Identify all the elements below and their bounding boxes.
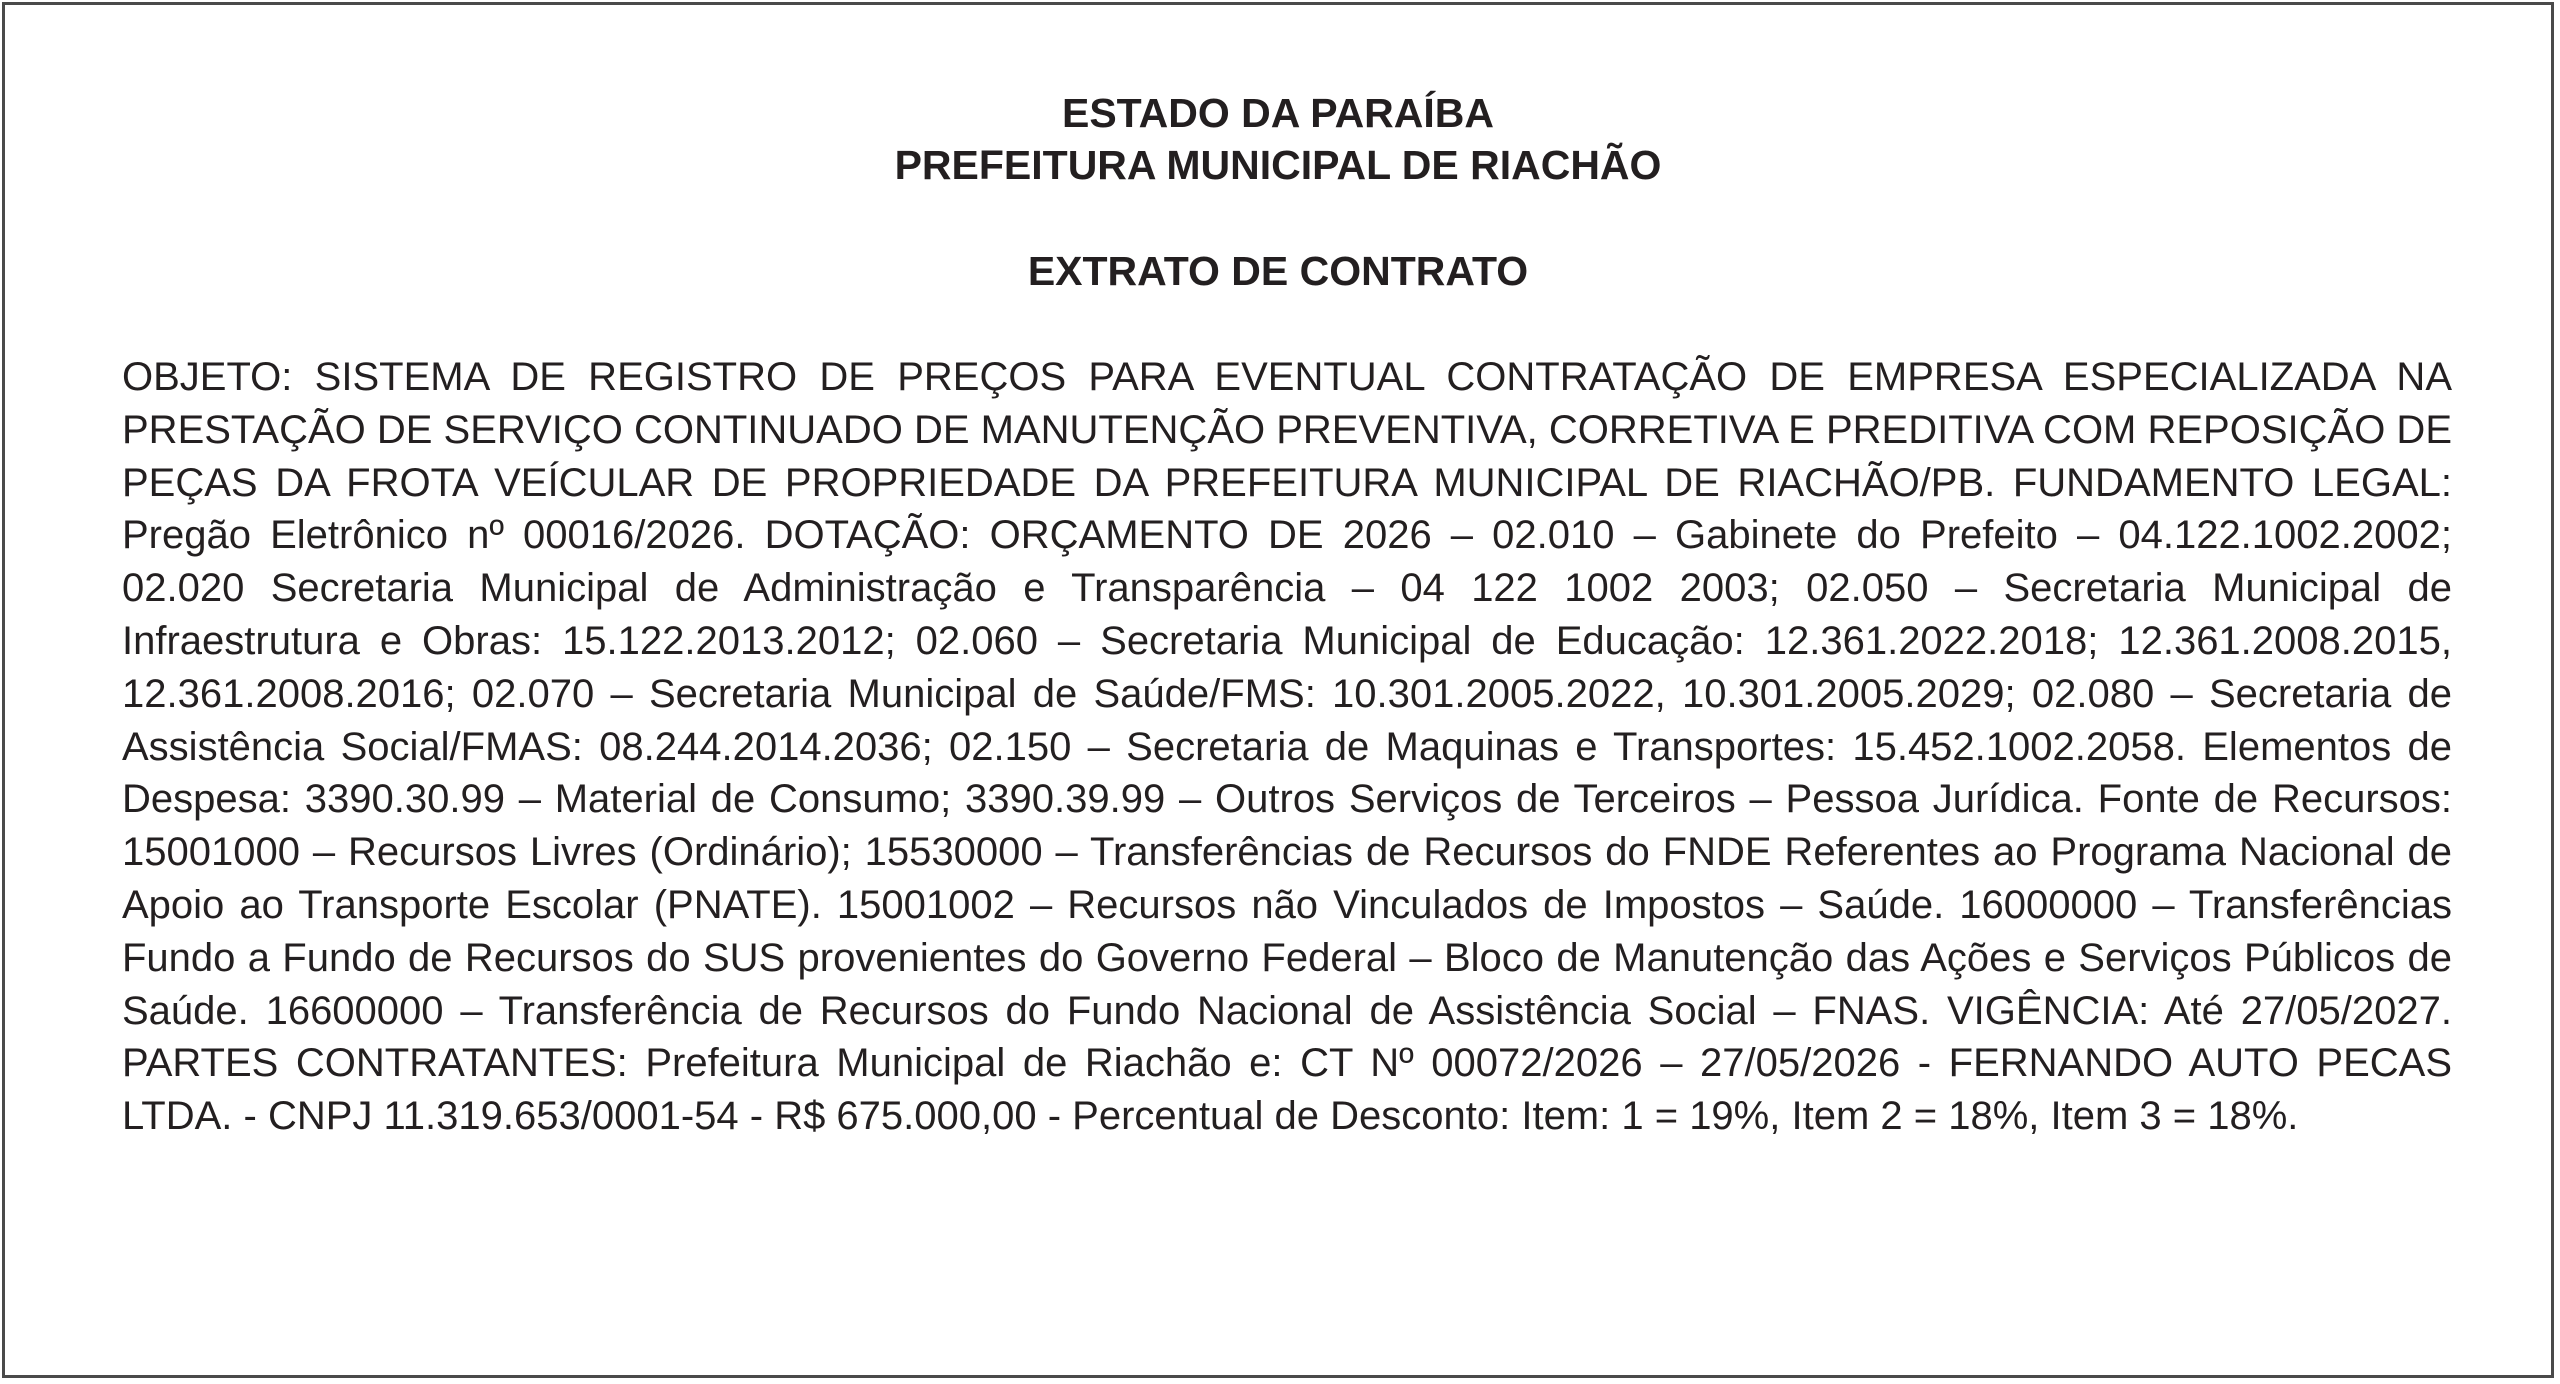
- document-frame: [2, 2, 2554, 1378]
- document-header: [5, 87, 2551, 191]
- municipality-heading: PREFEITURA MUNICIPAL DE RIACHÃO: [894, 142, 1662, 188]
- state-heading: ESTADO DA PARAÍBA: [1061, 90, 1495, 136]
- document-title: EXTRATO DE CONTRATO: [1027, 248, 1529, 294]
- contract-body-text: OBJETO: SISTEMA DE REGISTRO DE PREÇOS PARA EVENTUAL CONTRATAÇÃO DE EMPRESA ESPECIALIZADA NA PRESTAÇÃO DE SERVIÇO CONTINUADO DE MANUTENÇÃO PREVENTIVA, CORRETIVA E PREDITIVA COM REPOSIÇÃO DE PEÇAS DA FROTA VEÍCULAR DE PROPRIEDADE DA PREFEITURA MUNICIPAL DE RIACHÃO/PB. FUNDAMENTO LEGAL: Pregão Eletrônico nº 00016/2026. DOTAÇÃO: ORÇAMENTO DE 2026 – 02.010 – Gabinete do Prefeito – 04.122.1002.2002; 02.020 Secretaria Municipal de Administração e Transparência – 04 122 1002 2003; 02.050 – Secretaria Municipal de Infraestrutura e Obras: 15.122.2013.2012; 02.060 – Secretaria Municipal de Educação: 12.361.2022.2018; 12.361.2008.2015, 12.361.2008.2016; 02.070 – Secretaria Municipal de Saúde/FMS: 10.301.2005.2022, 10.301.2005.2029; 02.080 – Secretaria de Assistência Social/FMAS: 08.244.2014.2036; 02.150 – Secretaria de Maquinas e Transportes: 15.452.1002.2058. Elementos de Despesa: 3390.30.99 – Material de Consumo; 3390.39.99 – Outros Serviços de Terceiros – Pessoa Jurídica. Fonte de Recursos: 15001000 – Recursos Livres (Ordinário); 15530000 – Transferências de Recursos do FNDE Referentes ao Programa Nacional de Apoio ao Transporte Escolar (PNATE). 15001002 – Recursos não Vinculados de Impostos – Saúde. 16000000 – Transferências Fundo a Fundo de Recursos do SUS provenientes do Governo Federal – Bloco de Manutenção das Ações e Serviços Públicos de Saúde. 16600000 – Transferência de Recursos do Fundo Nacional de Assistência Social – FNAS. VIGÊNCIA: Até 27/05/2027. PARTES CONTRATANTES: Prefeitura Municipal de Riachão e: CT Nº 00072/2026 – 27/05/2026 - FERNANDO AUTO PECAS LTDA. - CNPJ 11.319.653/0001-54 - R$ 675.000,00 - Percentual de Desconto: Item: 1 = 19%, Item 2 = 18%, Item 3 = 18%.: [122, 355, 2452, 1139]
